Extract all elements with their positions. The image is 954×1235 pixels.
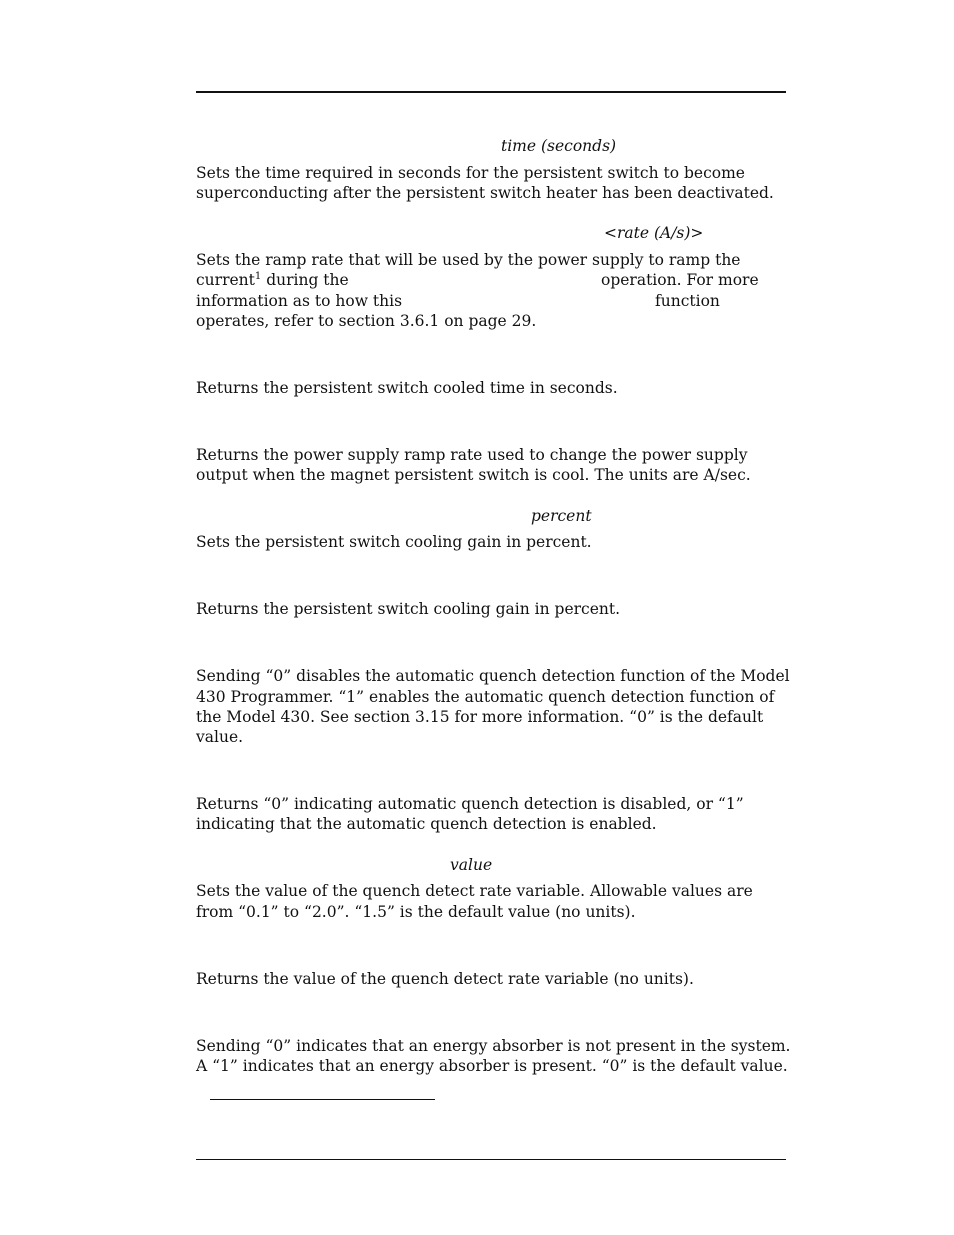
section-8-line-0: Sets the value of the quench detect rate variable. Allowable values are xyxy=(196,882,753,900)
section-2-line-0: Returns the persistent switch cooled time in seconds. xyxy=(196,379,618,397)
section-1-line-3: operates, refer to section 3.6.1 on page 29. xyxy=(196,312,537,330)
param-value: value xyxy=(450,856,493,874)
section-6-line-0: Sending “0” disables the automatic quench detection function of the Model xyxy=(196,667,790,685)
section-7-line-0: Returns “0” indicating automatic quench detection is disabled, or “1” xyxy=(196,795,744,813)
section-1-line-1b: operation. For more xyxy=(601,271,759,289)
section-0-line-1: superconducting after the persistent switch heater has been deactivated. xyxy=(196,184,774,202)
section-6-line-2: the Model 430. See section 3.15 for more information. “0” is the default xyxy=(196,708,764,726)
during-the-text: during the xyxy=(266,271,349,289)
header-rule xyxy=(196,91,786,93)
section-10-line-1: A “1” indicates that an energy absorber is present. “0” is the default value. xyxy=(196,1057,788,1075)
section-1-line-2: information as to how this xyxy=(196,292,403,310)
section-1-line-1 xyxy=(196,270,349,290)
footer-rule xyxy=(196,1159,786,1160)
section-6-line-1: 430 Programmer. “1” enables the automatic quench detection function of xyxy=(196,688,775,706)
section-1-line-2b: function xyxy=(655,292,720,310)
param-percent: percent xyxy=(531,507,592,525)
footnote-rule xyxy=(210,1099,435,1100)
section-3-line-0: Returns the power supply ramp rate used to change the power supply xyxy=(196,446,748,464)
param-rate: <rate (A/s)> xyxy=(604,224,704,242)
section-9-line-0: Returns the value of the quench detect rate variable (no units). xyxy=(196,970,694,988)
footnote-marker: 1 xyxy=(254,270,262,282)
section-7-line-1: indicating that the automatic quench detection is enabled. xyxy=(196,815,657,833)
section-0-line-0: Sets the time required in seconds for the persistent switch to become xyxy=(196,164,745,182)
current-word: current xyxy=(196,271,255,289)
section-10-line-0: Sending “0” indicates that an energy absorber is not present in the system. xyxy=(196,1037,791,1055)
section-5-line-0: Returns the persistent switch cooling gain in percent. xyxy=(196,600,621,618)
section-6-line-3: value. xyxy=(196,728,244,746)
section-8-line-1: from “0.1” to “2.0”. “1.5” is the default value (no units). xyxy=(196,903,636,921)
section-1-line-0: Sets the ramp rate that will be used by the power supply to ramp the xyxy=(196,251,741,269)
param-time-seconds: time (seconds) xyxy=(501,137,617,155)
section-3-line-1: output when the magnet persistent switch is cool. The units are A/sec. xyxy=(196,466,751,484)
section-4-line-0: Sets the persistent switch cooling gain in percent. xyxy=(196,533,592,551)
